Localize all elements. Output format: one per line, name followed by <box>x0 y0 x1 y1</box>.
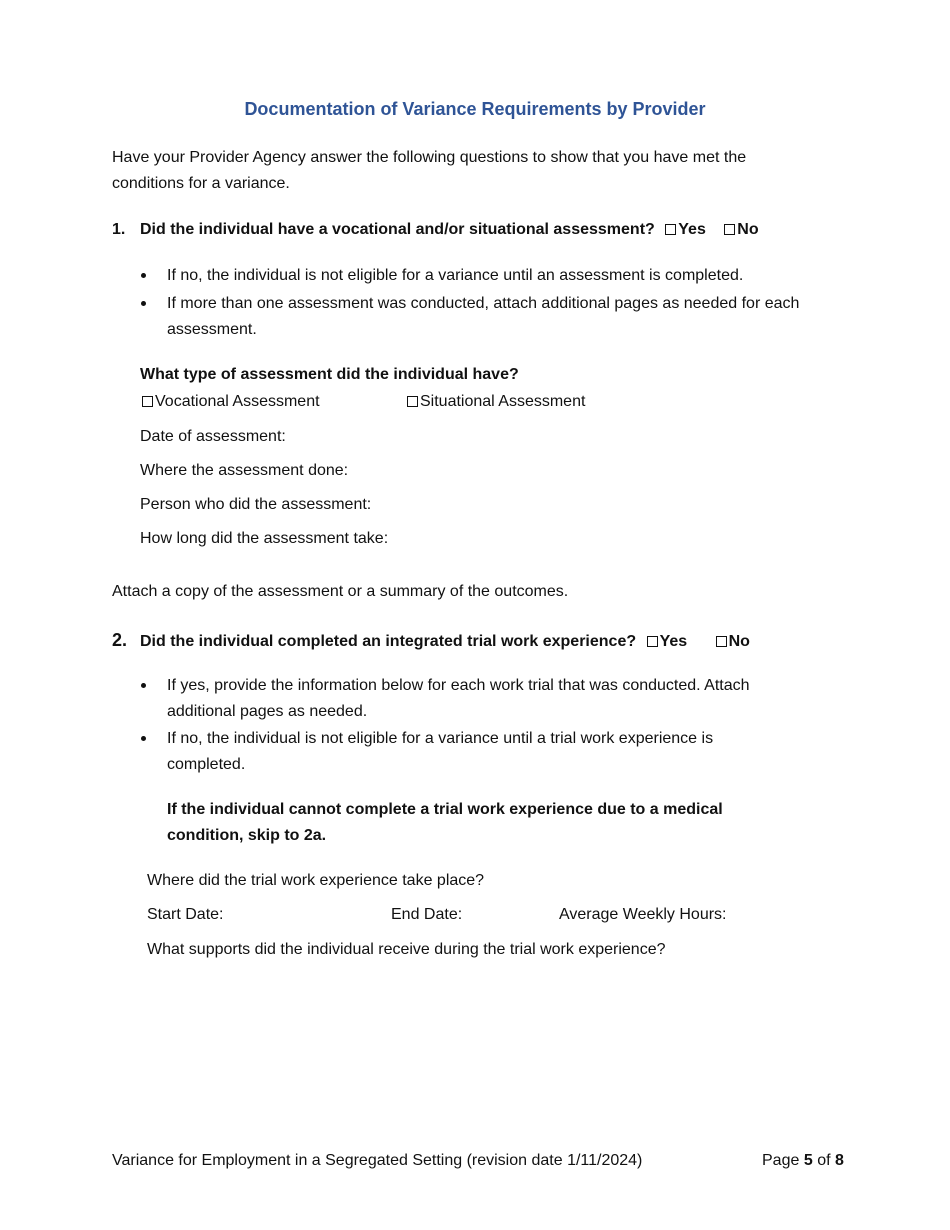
date-of-assessment-field: Date of assessment: <box>140 428 286 445</box>
of-word: of <box>817 1152 831 1169</box>
question-2-text: Did the individual completed an integrated trial work experience? <box>140 633 637 650</box>
q2-yes-label: Yes <box>659 633 688 650</box>
q1-yes-label: Yes <box>678 221 706 238</box>
page-word: Page <box>762 1152 800 1169</box>
q1-yes-option[interactable] <box>665 217 706 243</box>
q1-no-label: No <box>737 221 759 238</box>
weekly-hours-field: Average Weekly Hours: <box>559 906 727 923</box>
q1-no-option[interactable] <box>724 217 758 243</box>
trial-location-field: Where did the trial work experience take place? <box>147 872 485 889</box>
checkbox-icon[interactable] <box>716 636 727 647</box>
checkbox-icon[interactable] <box>407 396 418 407</box>
question-1-text: Did the individual have a vocational and/or situational assessment? <box>140 221 655 238</box>
bullet-icon <box>141 273 146 278</box>
option-label: Situational Assessment <box>420 393 586 410</box>
situational-assessment-option[interactable] <box>407 389 585 415</box>
intro-text <box>112 145 746 197</box>
bullet-text: If yes, provide the information below for each work trial that was conducted. Attach <box>167 677 750 694</box>
bullet-text: additional pages as needed. <box>167 703 368 720</box>
page-current: 5 <box>803 1152 813 1169</box>
q1-bullet-1 <box>167 263 743 289</box>
assessment-type-question: What type of assessment did the individual have? <box>140 366 519 383</box>
note-line: If the individual cannot complete a trial work experience due to a medical <box>167 801 723 818</box>
checkbox-icon[interactable] <box>647 636 658 647</box>
assessment-duration-field: How long did the assessment take: <box>140 530 389 547</box>
bullet-icon <box>141 736 146 741</box>
option-label: Vocational Assessment <box>155 393 320 410</box>
q1-bullet-2 <box>167 291 799 343</box>
question-1-number: 1. <box>112 221 126 238</box>
question-1 <box>112 217 759 243</box>
checkbox-icon[interactable] <box>724 224 735 235</box>
q2-bullet-1 <box>167 673 750 725</box>
vocational-assessment-option[interactable] <box>142 389 320 415</box>
bullet-icon <box>141 683 146 688</box>
assessment-location-field: Where the assessment done: <box>140 462 349 479</box>
bullet-icon <box>141 301 146 306</box>
intro-line: Have your Provider Agency answer the following questions to show that you have met the <box>112 149 747 166</box>
intro-line: conditions for a variance. <box>112 175 290 192</box>
question-2-number: 2. <box>112 630 128 650</box>
assessment-person-field: Person who did the assessment: <box>140 496 372 513</box>
page-total: 8 <box>834 1152 844 1169</box>
start-date-field: Start Date: <box>147 906 224 923</box>
question-2 <box>112 627 750 655</box>
q2-no-option[interactable] <box>716 629 750 655</box>
supports-field: What supports did the individual receive during the trial work experience? <box>147 941 666 958</box>
q2-bullet-2 <box>167 726 713 778</box>
q2-no-label: No <box>728 633 750 650</box>
bullet-text: completed. <box>167 756 246 773</box>
attach-assessment-note: Attach a copy of the assessment or a summary of the outcomes. <box>112 583 569 600</box>
footer-page-number <box>762 1152 844 1170</box>
page-title: Documentation of Variance Requirements by Provider <box>244 99 706 119</box>
bullet-text: If no, the individual is not eligible for a variance until an assessment is completed. <box>167 267 744 284</box>
q2-yes-option[interactable] <box>647 629 688 655</box>
checkbox-icon[interactable] <box>142 396 153 407</box>
footer-revision: Variance for Employment in a Segregated Setting (revision date 1/11/2024) <box>112 1152 643 1169</box>
bullet-text: assessment. <box>167 321 257 338</box>
note-line: condition, skip to 2a. <box>167 827 327 844</box>
checkbox-icon[interactable] <box>665 224 676 235</box>
end-date-field: End Date: <box>391 906 463 923</box>
bullet-text: If no, the individual is not eligible for a variance until a trial work experience is <box>167 730 714 747</box>
bullet-text: If more than one assessment was conducted, attach additional pages as needed for each <box>167 295 800 312</box>
medical-condition-note <box>167 797 723 849</box>
